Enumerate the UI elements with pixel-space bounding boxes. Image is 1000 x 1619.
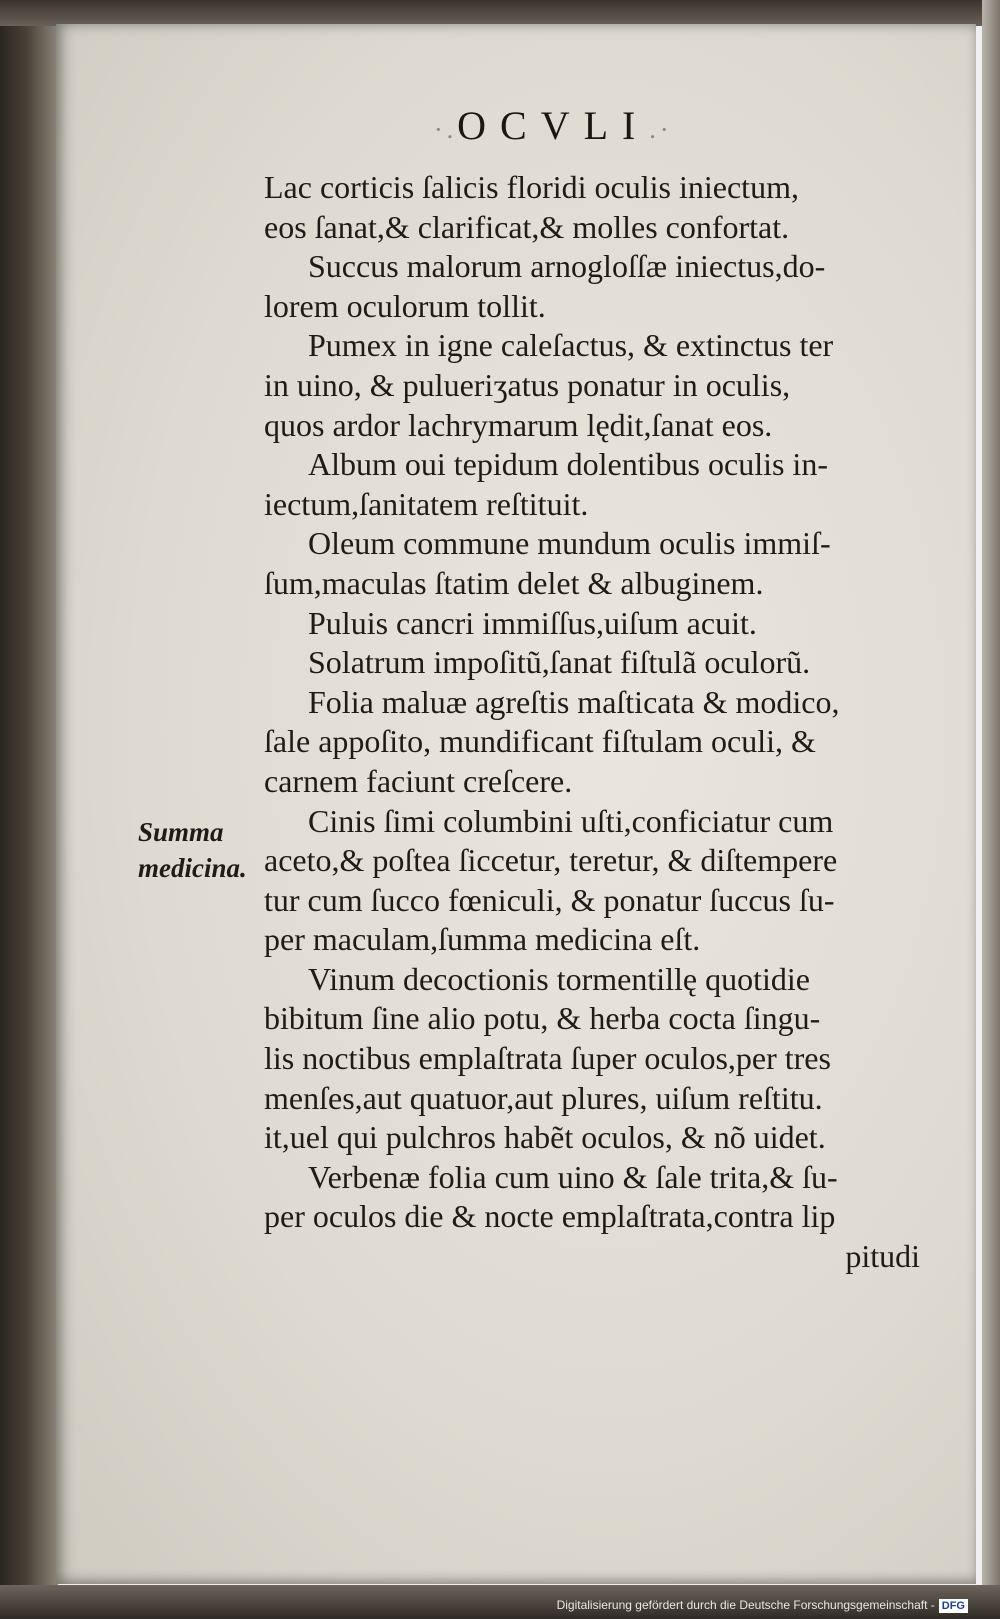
- book-binding: [0, 0, 58, 1619]
- text-line: Album oui tepidum dolentibus oculis in-: [308, 446, 828, 483]
- text-line: Solatrum impoſitũ,ſanat fiſtulã oculorũ.: [308, 644, 811, 681]
- text-line: tur cum ſucco fœniculi, & ponatur ſuccus ſu-: [264, 881, 835, 918]
- text-line: menſes,aut quatuor,aut plures, uiſum reſtitu.: [264, 1079, 823, 1116]
- text-line: eos ſanat,& clarificat,& molles confortat.: [264, 208, 790, 245]
- running-head: [434, 102, 764, 149]
- margin-note-line: medicina.: [138, 853, 247, 883]
- text-line: Lac corticis ſalicis floridi oculis iniectum,: [264, 169, 799, 205]
- text-line: aceto,& poſtea ſiccetur, teretur, & diſtempere: [264, 842, 838, 879]
- text-line: bibitum ſine alio potu, & herba cocta ſingu-: [264, 1000, 821, 1037]
- head-ornament-left: ·.: [434, 114, 458, 144]
- text-line: Folia maluæ agreſtis maſticata & modico,: [308, 683, 840, 720]
- top-page-edge: [0, 0, 1000, 26]
- text-line: in uino, & pulueriʒatus ponatur in oculis,: [264, 366, 791, 403]
- text-line: Puluis cancri immiſſus,uiſum acuit.: [308, 604, 757, 641]
- running-head-text: OCVLI: [457, 103, 650, 148]
- text-line: quos ardor lachrymarum lędit,ſanat eos.: [264, 406, 773, 443]
- text-line: ſale appoſito, mundificant fiſtulam oculi, &: [264, 723, 816, 760]
- text-line: it,uel qui pulchros habẽt oculos, & nõ uidet.: [264, 1119, 826, 1156]
- digitization-credit: [557, 1598, 968, 1613]
- text-line: per maculam,ſumma medicina eſt.: [264, 921, 701, 958]
- text-line: lorem oculorum tollit.: [264, 287, 546, 324]
- text-line: carnem faciunt creſcere.: [264, 762, 573, 799]
- text-line: lis noctibus emplaſtrata ſuper oculos,per tres: [264, 1040, 831, 1077]
- catchword: pitudi: [845, 1238, 920, 1275]
- text-line: Oleum commune mundum oculis immiſ-: [308, 525, 831, 562]
- text-line: iectum,ſanitatem reſtituit.: [264, 485, 589, 522]
- body-text: [264, 168, 944, 1277]
- head-ornament-right: .·: [649, 114, 673, 144]
- right-page-edge: [982, 0, 1000, 1619]
- dfg-logo: DFG: [939, 1599, 968, 1613]
- margin-note-line: Summa: [138, 817, 224, 847]
- margin-note: [138, 814, 258, 886]
- text-line: per oculos die & nocte emplaſtrata,contra lip: [264, 1198, 836, 1235]
- text-line: Pumex in igne caleſactus, & extinctus ter: [308, 327, 834, 364]
- text-line: Verbenæ folia cum uino & ſale trita,& ſu-: [308, 1158, 838, 1195]
- text-line: Succus malorum arnogloſſæ iniectus,do-: [308, 248, 826, 285]
- text-line: Vinum decoctionis tormentillę quotidie: [308, 960, 810, 997]
- text-line: Cinis ſimi columbini uſti,conficiatur cum: [308, 802, 834, 839]
- text-line: ſum,maculas ſtatim delet & albuginem.: [264, 564, 764, 601]
- credit-text: Digitalisierung gefördert durch die Deutsche Forschungsgemeinschaft -: [556, 1598, 935, 1613]
